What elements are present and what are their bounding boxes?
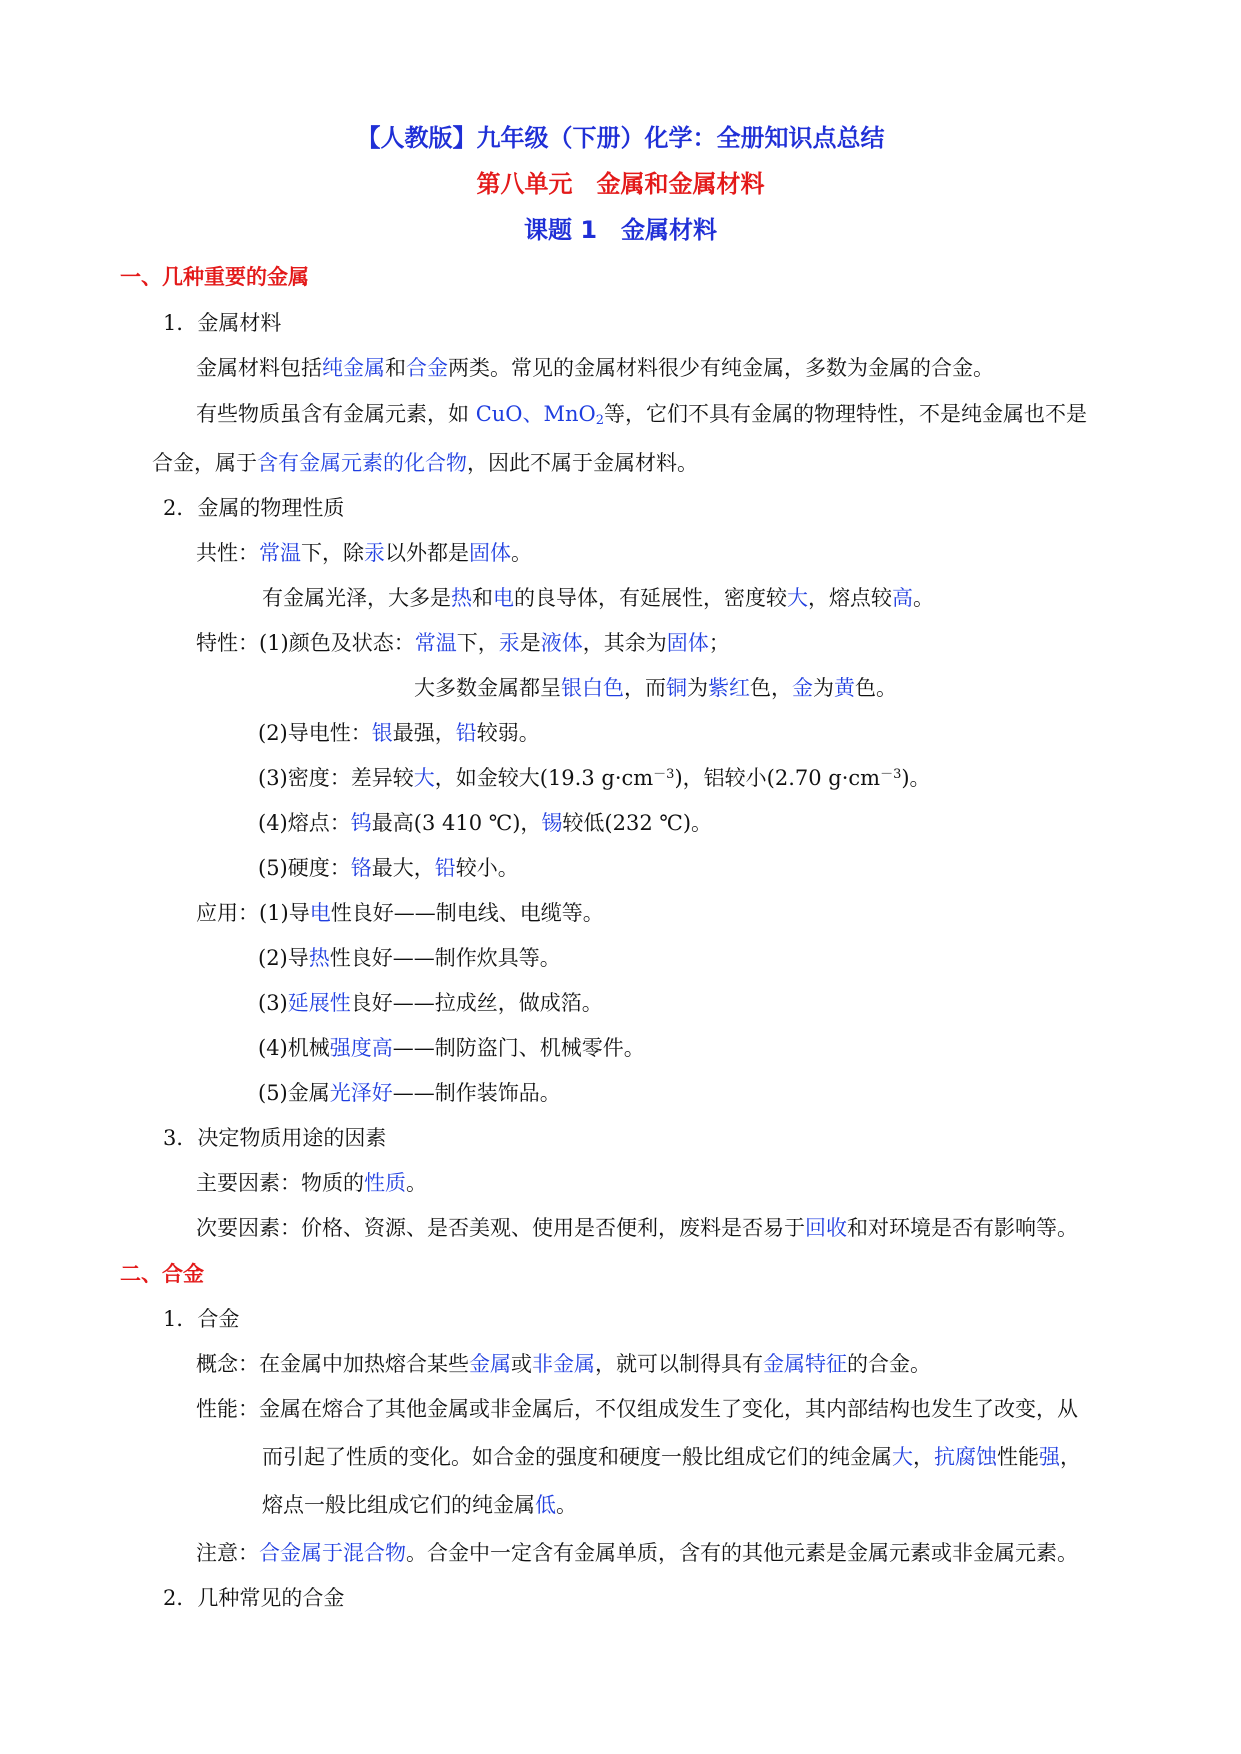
text: (4)机械: [258, 1036, 330, 1060]
highlight: 黄: [834, 676, 855, 700]
text: 是: [519, 631, 541, 655]
text: 应用：(1)导: [196, 901, 310, 925]
text: 有金属光泽，大多是: [262, 586, 451, 610]
text: 大多数金属都呈: [414, 676, 561, 700]
highlight: 热: [308, 946, 330, 970]
paragraph-line: [196, 1214, 1078, 1242]
paragraph-line: [196, 1539, 1078, 1567]
text: 。合金中一定含有金属单质，含有的其他元素是金属元素或非金属元素。: [406, 1541, 1078, 1565]
paragraph-line: [196, 1350, 931, 1378]
text: )，铝较小(2.70 g·cm: [674, 766, 881, 790]
text: 下，除: [301, 541, 364, 565]
highlight: 金属特征: [763, 1352, 847, 1376]
highlight: 铅: [455, 721, 477, 745]
paragraph-line: [258, 1079, 561, 1107]
highlight: 固体: [469, 541, 511, 565]
highlight: 铅: [434, 856, 456, 880]
highlight: 低: [535, 1493, 556, 1517]
text: (3)密度：差异较: [258, 766, 414, 790]
text: ——制作装饰品。: [392, 1081, 561, 1105]
text: ，就可以制得具有: [595, 1352, 763, 1376]
text: 。: [511, 541, 532, 565]
text: 较小。: [455, 856, 519, 880]
text: 特性：(1)颜色及状态：: [196, 631, 415, 655]
text: ，因此不属于金属材料。: [467, 451, 698, 475]
text: 和: [385, 356, 406, 380]
text: 等，它们不具有金属的物理特性，不是纯金属也不是: [604, 402, 1088, 426]
text: 共性：: [196, 541, 259, 565]
text: ，: [1060, 1445, 1081, 1469]
paragraph-line: [196, 899, 604, 927]
highlight: 金: [792, 676, 813, 700]
text: 色，: [750, 676, 792, 700]
text: 而引起了性质的变化。如合金的强度和硬度一般比组成它们的纯金属: [262, 1445, 892, 1469]
text: 为: [813, 676, 834, 700]
text: 。: [556, 1493, 577, 1517]
text: ，: [913, 1445, 934, 1469]
highlight: 汞: [498, 631, 520, 655]
text: 性能：金属在熔合了其他金属或非金属后，不仅组成发生了变化，其内部结构也发生了改变，从: [196, 1397, 1078, 1421]
paragraph-line: [414, 674, 897, 702]
text: 性良好——制作炊具等。: [329, 946, 561, 970]
text: 下，: [456, 631, 499, 655]
text: ，熔点较: [808, 586, 892, 610]
highlight: 抗腐蚀: [934, 1445, 997, 1469]
item-title: 1．合金: [163, 1307, 240, 1331]
text: 最大，: [371, 856, 435, 880]
paragraph-line: [196, 539, 532, 567]
highlight: 常温: [414, 631, 457, 655]
highlight: 非金属: [532, 1352, 595, 1376]
highlight: 电: [493, 586, 514, 610]
highlight: 铬: [350, 856, 372, 880]
highlight: 延展性: [287, 991, 351, 1015]
text: ——制防盗门、机械零件。: [392, 1036, 645, 1060]
text: 主要因素：物质的: [196, 1171, 364, 1195]
paragraph-line: [196, 1169, 427, 1197]
text: )。: [901, 766, 931, 790]
paragraph-line: [262, 1443, 1081, 1471]
item-title: 1．金属材料: [163, 311, 282, 335]
text: 金属材料包括: [196, 356, 322, 380]
text: 次要因素：价格、资源、是否美观、使用是否便利，废料是否易于: [196, 1216, 805, 1240]
highlight: 固体: [666, 631, 709, 655]
paragraph-line: [258, 944, 561, 972]
paragraph-line: [258, 1034, 645, 1062]
highlight: 紫红: [708, 676, 750, 700]
text: 最高(3 410 ℃)，: [371, 811, 542, 835]
text: 性能: [997, 1445, 1039, 1469]
text: (4)熔点：: [258, 811, 351, 835]
highlight: 光泽好: [329, 1081, 393, 1105]
paragraph-line: [258, 854, 519, 882]
text: 注意：: [196, 1541, 259, 1565]
highlight: 大: [413, 766, 435, 790]
text: ，其余为: [582, 631, 667, 655]
highlight: 大: [787, 586, 808, 610]
highlight: 铜: [666, 676, 687, 700]
highlight: 银: [371, 721, 393, 745]
paragraph-line: [196, 629, 730, 657]
highlight: 回收: [805, 1216, 847, 1240]
text: 的良导体，有延展性，密度较: [514, 586, 787, 610]
highlight: 电: [309, 901, 331, 925]
text: ，如金较大(19.3 g·cm: [434, 766, 654, 790]
text: 或: [511, 1352, 532, 1376]
highlight: 液体: [540, 631, 583, 655]
text: 熔点一般比组成它们的纯金属: [262, 1493, 535, 1517]
highlight: 性质: [364, 1171, 406, 1195]
paragraph-line: [196, 354, 994, 382]
paragraph-line: [258, 989, 603, 1017]
highlight: 纯金属: [322, 356, 385, 380]
text: 和对环境是否有影响等。: [847, 1216, 1078, 1240]
subscript: 2: [595, 413, 605, 428]
paragraph-line: [262, 584, 934, 612]
highlight: 金属: [469, 1352, 511, 1376]
text: (3): [258, 991, 288, 1015]
paragraph-line: [258, 719, 540, 747]
document-title: 【人教版】九年级（下册）化学：全册知识点总结: [356, 124, 885, 152]
lesson-title: 课题 1 金属材料: [523, 216, 718, 244]
text: (5)硬度：: [258, 856, 351, 880]
text: 的合金。: [847, 1352, 931, 1376]
highlight: 钨: [350, 811, 372, 835]
text: 。: [406, 1171, 427, 1195]
highlight: 热: [451, 586, 472, 610]
text: 概念：在金属中加热熔合某些: [196, 1352, 469, 1376]
text: 为: [687, 676, 708, 700]
text: 较低(232 ℃)。: [562, 811, 713, 835]
text: 和: [472, 586, 493, 610]
text: 有些物质虽含有金属元素，如: [196, 402, 476, 426]
text: ，而: [624, 676, 666, 700]
text: 较弱。: [476, 721, 540, 745]
section-heading-metals: 一、几种重要的金属: [120, 265, 309, 289]
unit-title: 第八单元 金属和金属材料: [476, 170, 765, 198]
highlight: 汞: [364, 541, 385, 565]
paragraph-line: [262, 1491, 577, 1519]
paragraph-line: [152, 449, 698, 477]
highlight: 合金属于混合物: [259, 1541, 406, 1565]
highlight: 锡: [541, 811, 563, 835]
paragraph-line: [196, 1395, 1078, 1423]
paragraph-line: [258, 764, 931, 792]
item-title: 2．几种常见的合金: [163, 1586, 345, 1610]
highlight: 高: [892, 586, 913, 610]
highlight: CuO、MnO: [475, 402, 596, 426]
highlight: 强度高: [329, 1036, 393, 1060]
highlight: 合金: [406, 356, 448, 380]
text: 性良好——制电线、电缆等。: [330, 901, 604, 925]
text: (5)金属: [258, 1081, 330, 1105]
text: 良好——拉成丝，做成箔。: [350, 991, 603, 1015]
section-heading-alloys: 二、合金: [120, 1262, 204, 1286]
paragraph-line: [196, 400, 1087, 428]
highlight: 常温: [259, 541, 301, 565]
highlight: 强: [1039, 1445, 1060, 1469]
text: 色。: [855, 676, 897, 700]
superscript: －3: [880, 767, 902, 782]
superscript: －3: [653, 767, 675, 782]
text: 最强，: [392, 721, 456, 745]
text: (2)导电性：: [258, 721, 372, 745]
text: 。: [913, 586, 934, 610]
text: 合金，属于: [152, 451, 257, 475]
highlight: 含有金属元素的化合物: [257, 451, 467, 475]
highlight: 银白色: [561, 676, 624, 700]
paragraph-line: [258, 809, 712, 837]
highlight: 大: [892, 1445, 913, 1469]
text: (2)导: [258, 946, 309, 970]
text: 以外都是: [385, 541, 469, 565]
text: ；: [708, 631, 730, 655]
text: 两类。常见的金属材料很少有纯金属，多数为金属的合金。: [448, 356, 994, 380]
item-title: 2．金属的物理性质: [163, 496, 345, 520]
item-title: 3．决定物质用途的因素: [163, 1126, 387, 1150]
